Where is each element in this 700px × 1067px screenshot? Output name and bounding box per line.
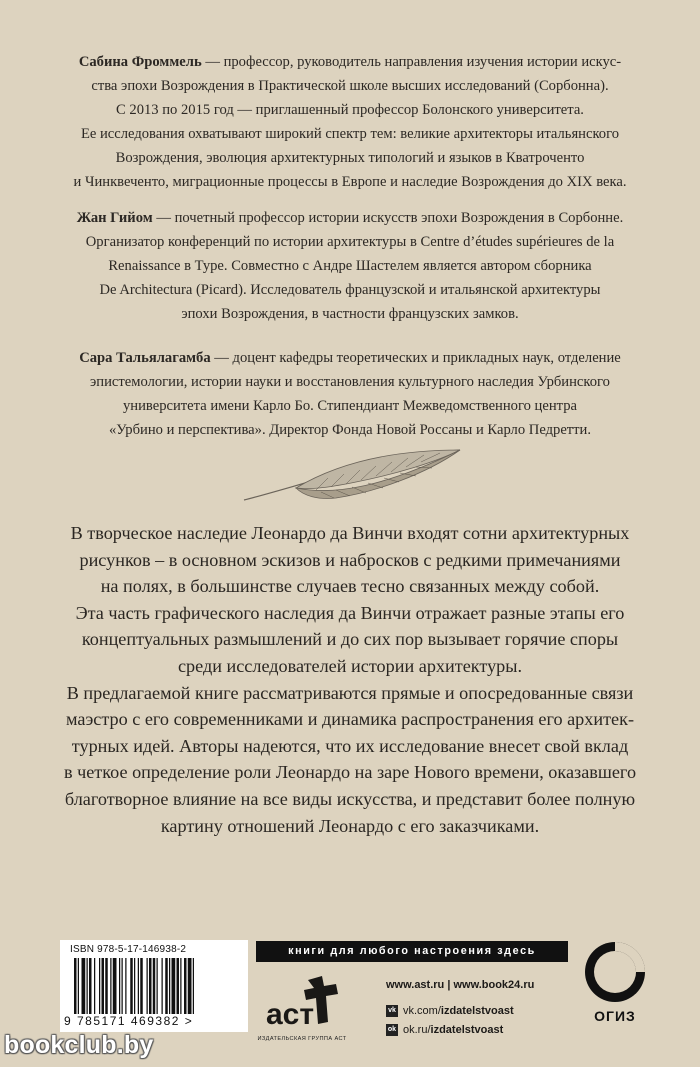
barcode-panel bbox=[60, 940, 248, 1032]
publisher-caption: ИЗДАТЕЛЬСКАЯ ГРУППА АСТ bbox=[257, 1036, 347, 1042]
vk-link[interactable]: vk vk.com/ izdatelstvoast bbox=[386, 1005, 514, 1017]
barcode-icon bbox=[74, 958, 242, 1014]
feather-icon bbox=[236, 440, 466, 510]
publisher-slogan: книги для любого настроения здесь bbox=[256, 941, 568, 962]
vk-icon: vk bbox=[386, 1005, 398, 1017]
ast-logo-icon bbox=[262, 972, 342, 1032]
barcode-digits: 9 785171 469382 > bbox=[64, 1014, 194, 1028]
author-bio-taglialagamba: Сара Тальялагамба — доцент кафедры теоретических и прикладных наук, отделение эпистемологии, истории науки и восстановления культурного наследия Урбинского университета имени Карло Бо. Стипендиант Межведомственного центра «Урбино и перспектива». Директор Фонда Новой Россаны и Карло Педретти. bbox=[79, 350, 621, 438]
author-name: Сабина Фроммель bbox=[78, 54, 202, 70]
watermark: bookclub.by bbox=[4, 1031, 154, 1059]
author-bio-frommel: Сабина Фроммель — профессор, руководитель направления изучения истории искус- ства эпохи Возрождения в Практической школе высших исследований (Сорбонна). С 2013 по 2015 год — приглашенный профессор Болонского университета. Ее исследования охватывают широкий спектр тем: великие архитекторы итальянского Возрождения, эволюция архитектурных типологий и языков в Кватроченто и Чинквеченто, миграционные процессы в Европе и наследие Возрождения до XIX века. bbox=[73, 54, 627, 190]
ok-link[interactable]: ok ok.ru/ izdatelstvoast bbox=[387, 1024, 504, 1036]
ok-icon: ok bbox=[386, 1024, 398, 1036]
author-name: Жан Гийом bbox=[76, 210, 153, 226]
author-bio-guillaume: Жан Гийом — почетный профессор истории искусств эпохи Возрождения в Сорбонне. Организатор конференций по истории архитектуры в Centre d’études supérieures de la Renaissance в Туре. Совместно с Андре Шастелем является автором сборника De Architectura (Picard). Исследователь французской и итальянской архитектуры эпохи Возрождения, в частности французских замков. bbox=[76, 210, 624, 322]
author-name: Сара Тальялагамба bbox=[79, 350, 211, 366]
ast-logo-text: аст bbox=[266, 998, 315, 1031]
imprint-name: ОГИЗ bbox=[594, 1008, 636, 1024]
isbn-number: ISBN 978-5-17-146938-2 bbox=[70, 944, 187, 955]
publisher-websites[interactable]: www.ast.ru | www.book24.ru bbox=[386, 979, 535, 991]
book-annotation: В творческое наследие Леонардо да Винчи входят сотни архитектурных рисунков – в основном эскизов и набросков с редкими примечаниями на полях, в большинстве случаев тесно связанных между собой. Эта часть графического наследия да Винчи отражает разные этапы его концептуальных размышлений и до сих пор вызывает горячие споры среди исследователей истории архитектуры. В предлагаемой книге рассматриваются прямые и опосредованные связи маэстро с его современниками и динамика распространения его архитек- турных идей. Авторы надеются, что их исследование внесет свой вклад в четкое определение роли Леонардо на заре Нового времени, оказавшего благотворное влияние на все виды искусства, и представит более полную картину отношений Леонардо с его заказчиками. bbox=[63, 523, 637, 836]
ogiz-logo-icon bbox=[581, 938, 649, 1006]
